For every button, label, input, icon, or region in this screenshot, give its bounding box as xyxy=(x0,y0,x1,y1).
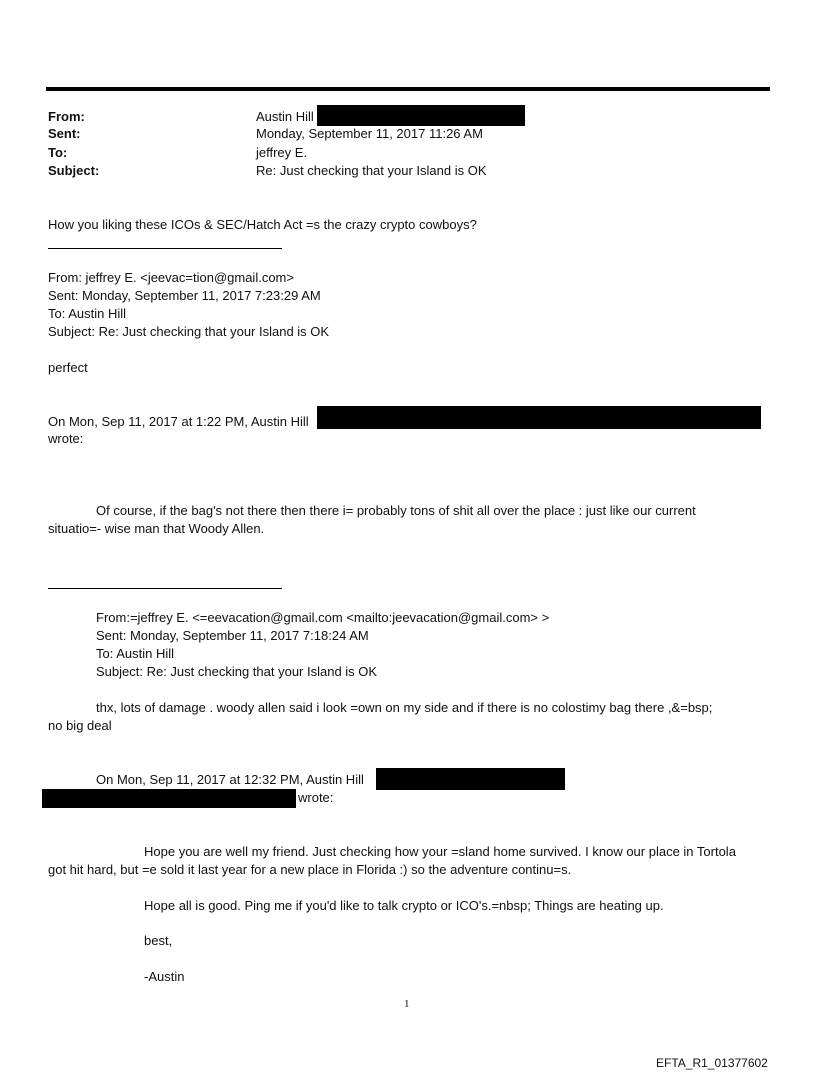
wrote-label: wrote: xyxy=(298,790,334,805)
quoted-subject: Subject: Re: Just checking that your Island is OK xyxy=(96,664,378,679)
paragraph-line: Hope you are well my friend. Just checking how your =sland home survived. I know our place in Tortola xyxy=(144,844,736,859)
paragraph-line: got hit hard, but =e sold it last year for a new place in Florida :) so the adventure continu=s. xyxy=(48,862,572,877)
separator-rule xyxy=(48,588,282,589)
sent-label: Sent: xyxy=(48,126,81,141)
paragraph-line: no big deal xyxy=(48,718,112,733)
separator-rule xyxy=(48,248,282,249)
quoted-message: perfect xyxy=(48,360,88,375)
reply-line: How you liking these ICOs & SEC/Hatch Act =s the crazy crypto cowboys? xyxy=(48,217,477,232)
redaction-box xyxy=(42,789,296,808)
subject-value: Re: Just checking that your Island is OK xyxy=(256,163,487,178)
document-id: EFTA_R1_01377602 xyxy=(656,1056,768,1070)
page-number: 1 xyxy=(404,998,410,1010)
sent-value: Monday, September 11, 2017 11:26 AM xyxy=(256,126,483,141)
subject-label: Subject: xyxy=(48,163,100,178)
quoted-from: From: jeffrey E. <jeevac=tion@gmail.com> xyxy=(48,270,294,285)
paragraph-line: situatio=- wise man that Woody Allen. xyxy=(48,521,265,536)
header-top-rule xyxy=(46,87,770,91)
paragraph-line: Of course, if the bag's not there then there i= probably tons of shit all over the place : just like our current xyxy=(96,503,696,518)
redaction-box xyxy=(317,406,761,429)
to-label: To: xyxy=(48,145,68,160)
quoted-to: To: Austin Hill xyxy=(96,646,175,661)
from-label: From: xyxy=(48,109,85,124)
redaction-box xyxy=(376,768,565,790)
paragraph-line: thx, lots of damage . woody allen said i look =own on my side and if there is no colostimy bag there ,&=bsp; xyxy=(96,700,713,715)
signature: -Austin xyxy=(144,969,185,984)
quoted-from: From:=jeffrey E. <=eevacation@gmail.com <mailto:jeevacation@gmail.com> > xyxy=(96,610,550,625)
on-wrote-line: On Mon, Sep 11, 2017 at 1:22 PM, Austin Hill xyxy=(48,414,309,429)
redaction-box xyxy=(317,105,525,126)
paragraph-line: Hope all is good. Ping me if you'd like to talk crypto or ICO's.=nbsp; Things are heating up. xyxy=(144,898,664,913)
wrote-label: wrote: xyxy=(48,431,84,446)
to-value: jeffrey E. xyxy=(256,145,308,160)
quoted-sent: Sent: Monday, September 11, 2017 7:18:24 AM xyxy=(96,628,369,643)
quoted-subject: Subject: Re: Just checking that your Island is OK xyxy=(48,324,330,339)
quoted-sent: Sent: Monday, September 11, 2017 7:23:29 AM xyxy=(48,288,321,303)
on-wrote-line: On Mon, Sep 11, 2017 at 12:32 PM, Austin Hill xyxy=(96,772,364,787)
closing-line: best, xyxy=(144,933,173,948)
quoted-to: To: Austin Hill xyxy=(48,306,127,321)
from-value: Austin Hill xyxy=(256,109,314,124)
